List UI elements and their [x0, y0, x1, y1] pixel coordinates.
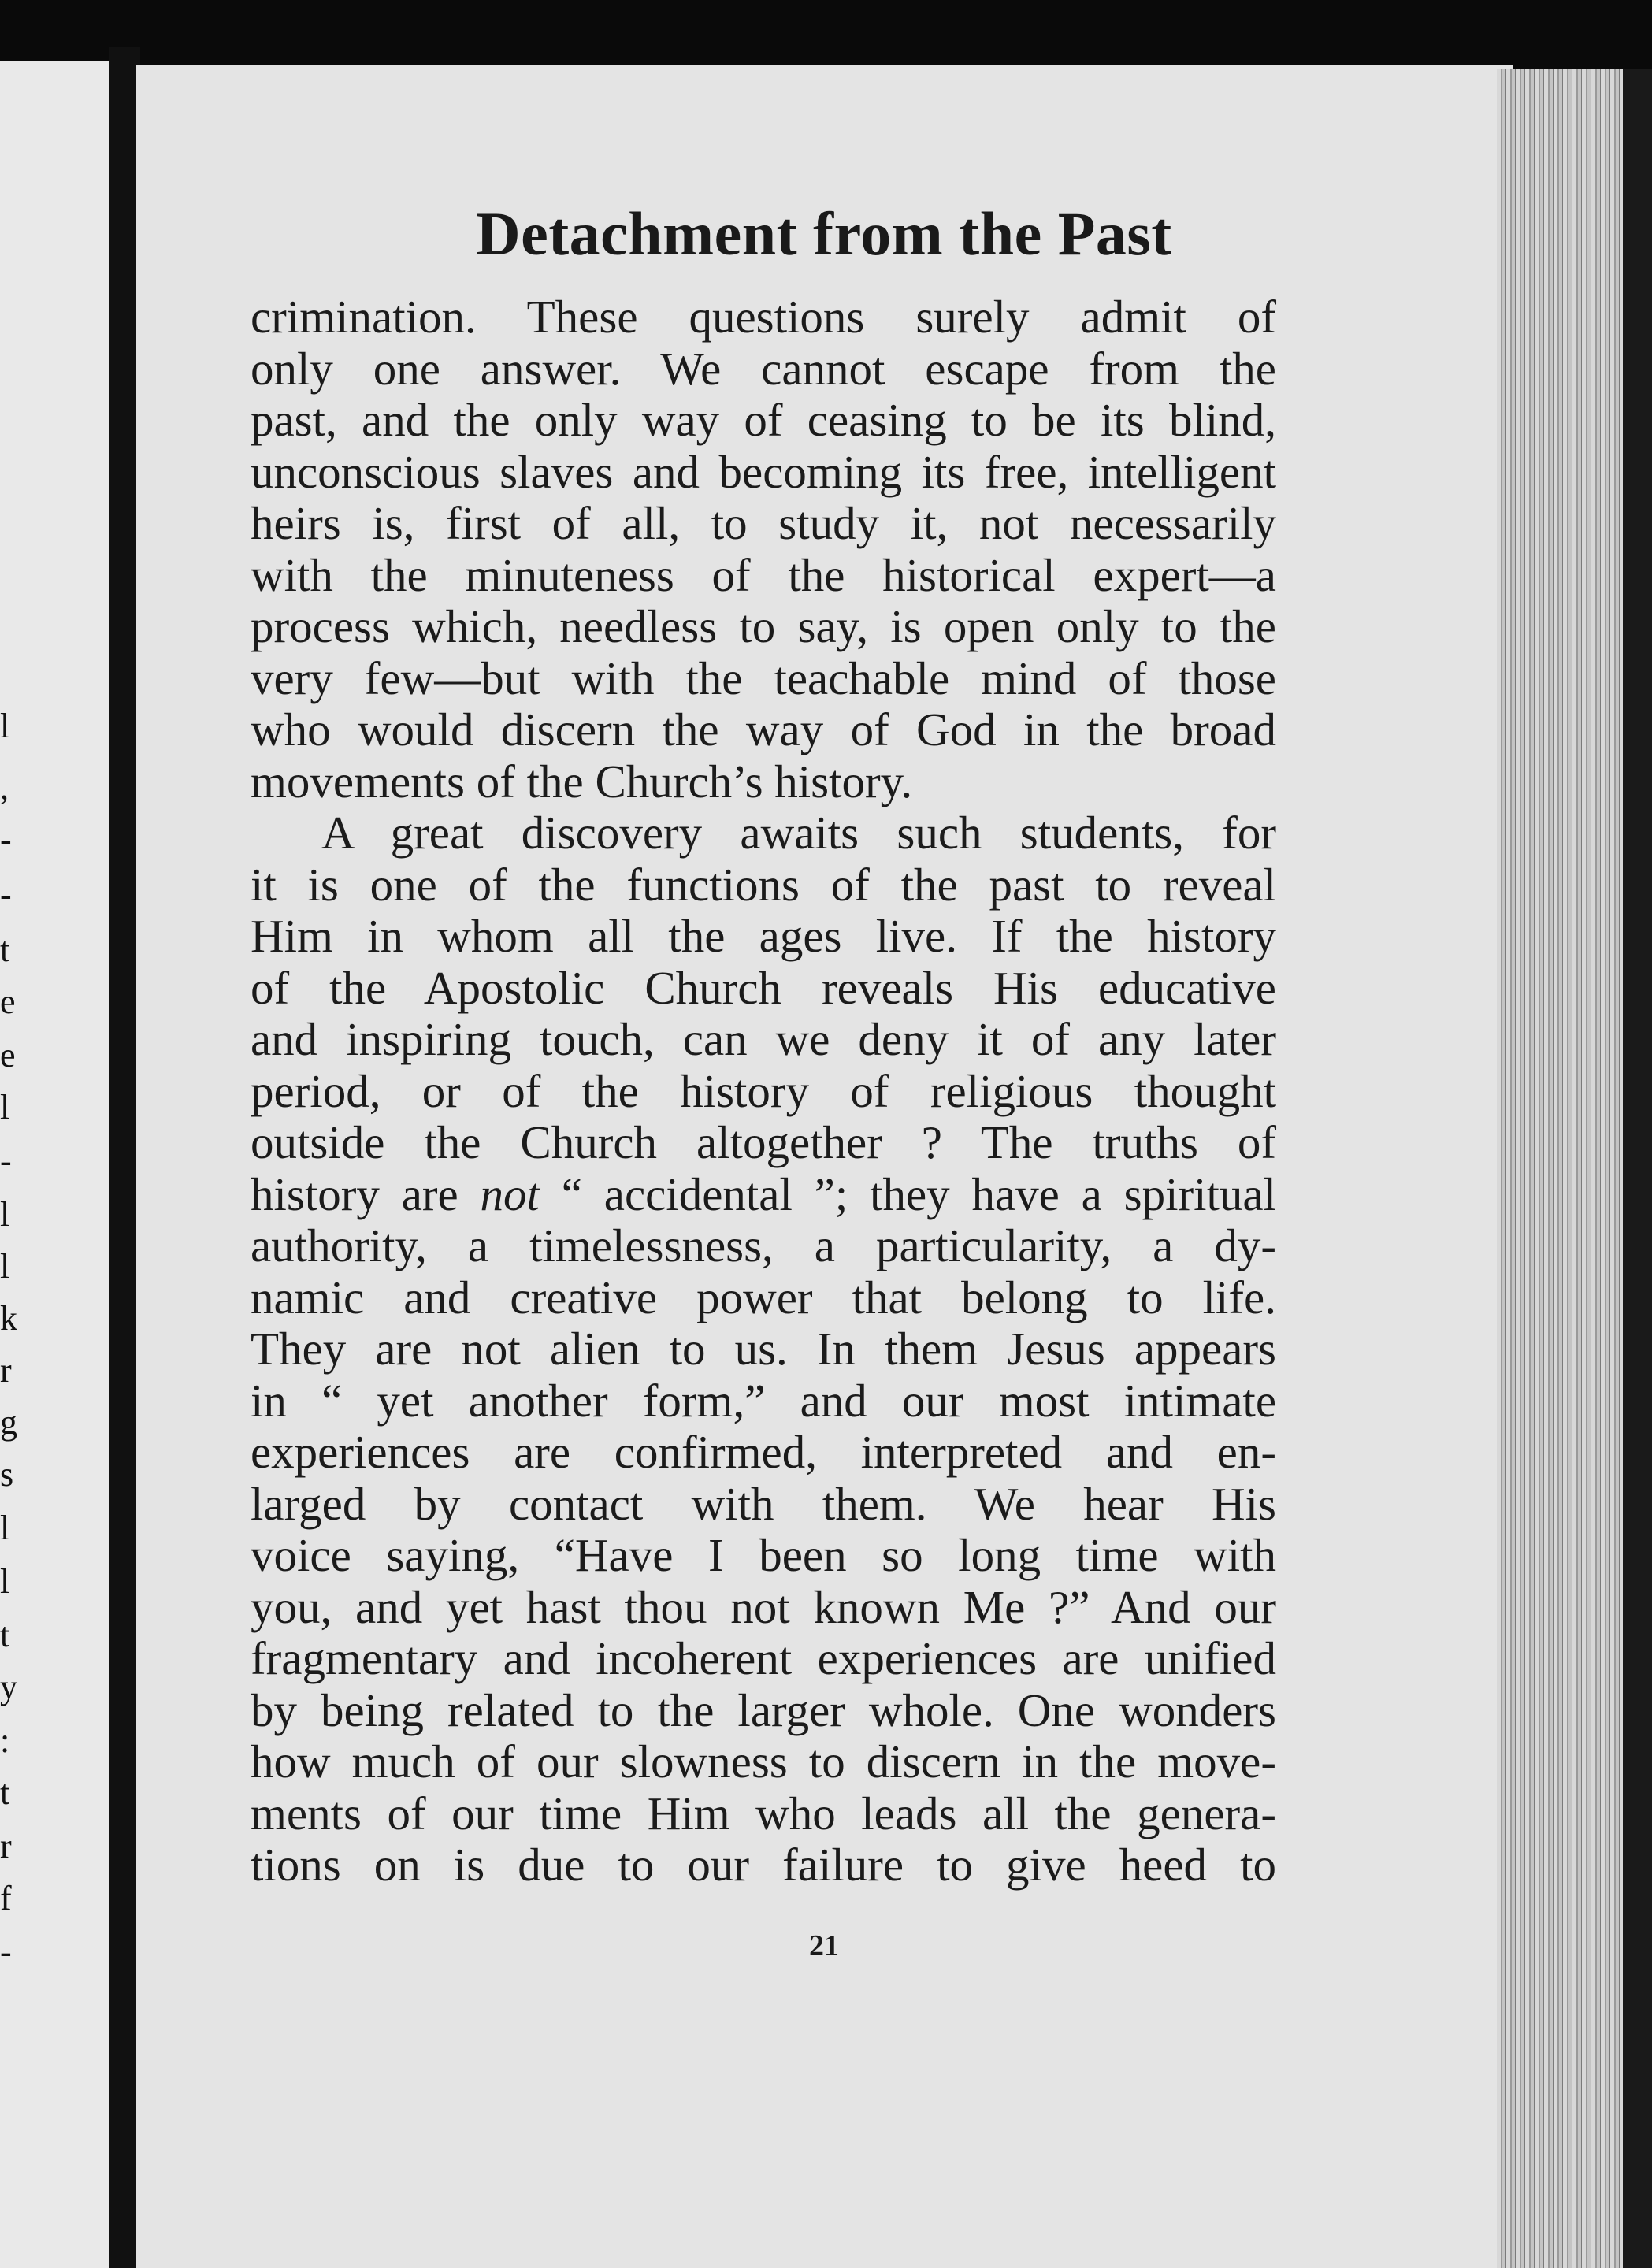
- text-line: A great discovery awaits such students, for: [321, 807, 1276, 859]
- facing-char: e: [0, 1036, 16, 1075]
- text-run: “ accidental ”; they have a spiritual: [539, 1167, 1276, 1220]
- text-run: history are: [251, 1167, 481, 1220]
- text-line: movements of the Church’s history.: [251, 755, 913, 807]
- facing-char: t: [0, 1773, 10, 1812]
- facing-page-edge: [0, 61, 109, 2268]
- facing-char: y: [0, 1668, 17, 1706]
- facing-char: l: [0, 1509, 10, 1547]
- facing-char: -: [0, 820, 12, 859]
- text-line: tions on is due to our failure to give heed to: [251, 1839, 1276, 1891]
- text-line: authority, a timelessness, a particularity, a dy-: [251, 1219, 1276, 1271]
- paragraph: [251, 291, 1276, 807]
- body-text: [251, 291, 1276, 1891]
- text-line: larged by contact with them. We hear His: [251, 1477, 1276, 1530]
- text-line: experiences are confirmed, interpreted and en-: [251, 1426, 1276, 1478]
- facing-char: l: [0, 1195, 10, 1234]
- text-line: by being related to the larger whole. One wonders: [251, 1683, 1276, 1736]
- facing-char: -: [0, 1932, 12, 1971]
- text-line: fragmentary and incoherent experiences are unified: [251, 1632, 1276, 1684]
- text-line: with the minuteness of the historical expert—a: [251, 548, 1276, 601]
- facing-char: t: [0, 930, 10, 969]
- text-line: heirs is, first of all, to study it, not necessarily: [251, 497, 1276, 549]
- facing-char: g: [0, 1403, 17, 1442]
- facing-char: -: [0, 1141, 12, 1180]
- running-head: Detachment from the Past: [476, 199, 1172, 268]
- facing-char: r: [0, 1351, 12, 1390]
- paragraph: [251, 807, 1276, 1891]
- text-line: and inspiring touch, can we deny it of any later: [251, 1013, 1276, 1065]
- text-line: Him in whom all the ages live. If the history: [251, 910, 1276, 962]
- text-line: how much of our slowness to discern in the move-: [251, 1735, 1276, 1787]
- text-line: process which, needless to say, is open only to the: [251, 600, 1276, 652]
- text-line: crimination. These questions surely admit of: [251, 291, 1276, 343]
- facing-char: r: [0, 1827, 12, 1865]
- text-line: namic and creative power that belong to life.: [251, 1271, 1276, 1323]
- page-edges: [1497, 69, 1623, 2268]
- text-line: voice saying, “Have I been so long time with: [251, 1529, 1276, 1581]
- text-line: period, or of the history of religious thought: [251, 1064, 1276, 1117]
- facing-char: f: [0, 1879, 12, 1917]
- text-line: only one answer. We cannot escape from the: [251, 342, 1276, 395]
- facing-char: -: [0, 875, 12, 914]
- facing-char: e: [0, 982, 16, 1021]
- page-number: 21: [809, 1929, 839, 1962]
- facing-page-text-fragments: [0, 61, 16, 2268]
- text-line-with-emphasis: [251, 1169, 1276, 1221]
- facing-char: t: [0, 1616, 10, 1654]
- text-line: of the Apostolic Church reveals His educative: [251, 961, 1276, 1014]
- text-line: outside the Church altogether ? The truths of: [251, 1116, 1276, 1168]
- facing-char: l: [0, 707, 10, 745]
- facing-char: s: [0, 1455, 14, 1494]
- text-line: it is one of the functions of the past to reveal: [251, 858, 1276, 911]
- text-line: in “ yet another form,” and our most intimate: [251, 1374, 1276, 1427]
- text-line: who would discern the way of God in the broad: [251, 703, 1276, 755]
- facing-char: k: [0, 1299, 17, 1338]
- text-line: very few—but with the teachable mind of those: [251, 651, 1276, 704]
- text-line: ments of our time Him who leads all the genera-: [251, 1787, 1276, 1839]
- text-line: They are not alien to us. In them Jesus appears: [251, 1323, 1276, 1375]
- facing-char: l: [0, 1088, 10, 1127]
- text-line: unconscious slaves and becoming its free, intelligent: [251, 445, 1276, 498]
- facing-char: :: [0, 1721, 10, 1760]
- text-line: past, and the only way of ceasing to be its blind,: [251, 394, 1276, 446]
- emphasis: not: [480, 1167, 540, 1220]
- facing-char: l: [0, 1562, 10, 1601]
- facing-char: ,: [0, 768, 9, 807]
- text-line: you, and yet hast thou not known Me ?” And our: [251, 1580, 1276, 1633]
- facing-char: l: [0, 1247, 10, 1286]
